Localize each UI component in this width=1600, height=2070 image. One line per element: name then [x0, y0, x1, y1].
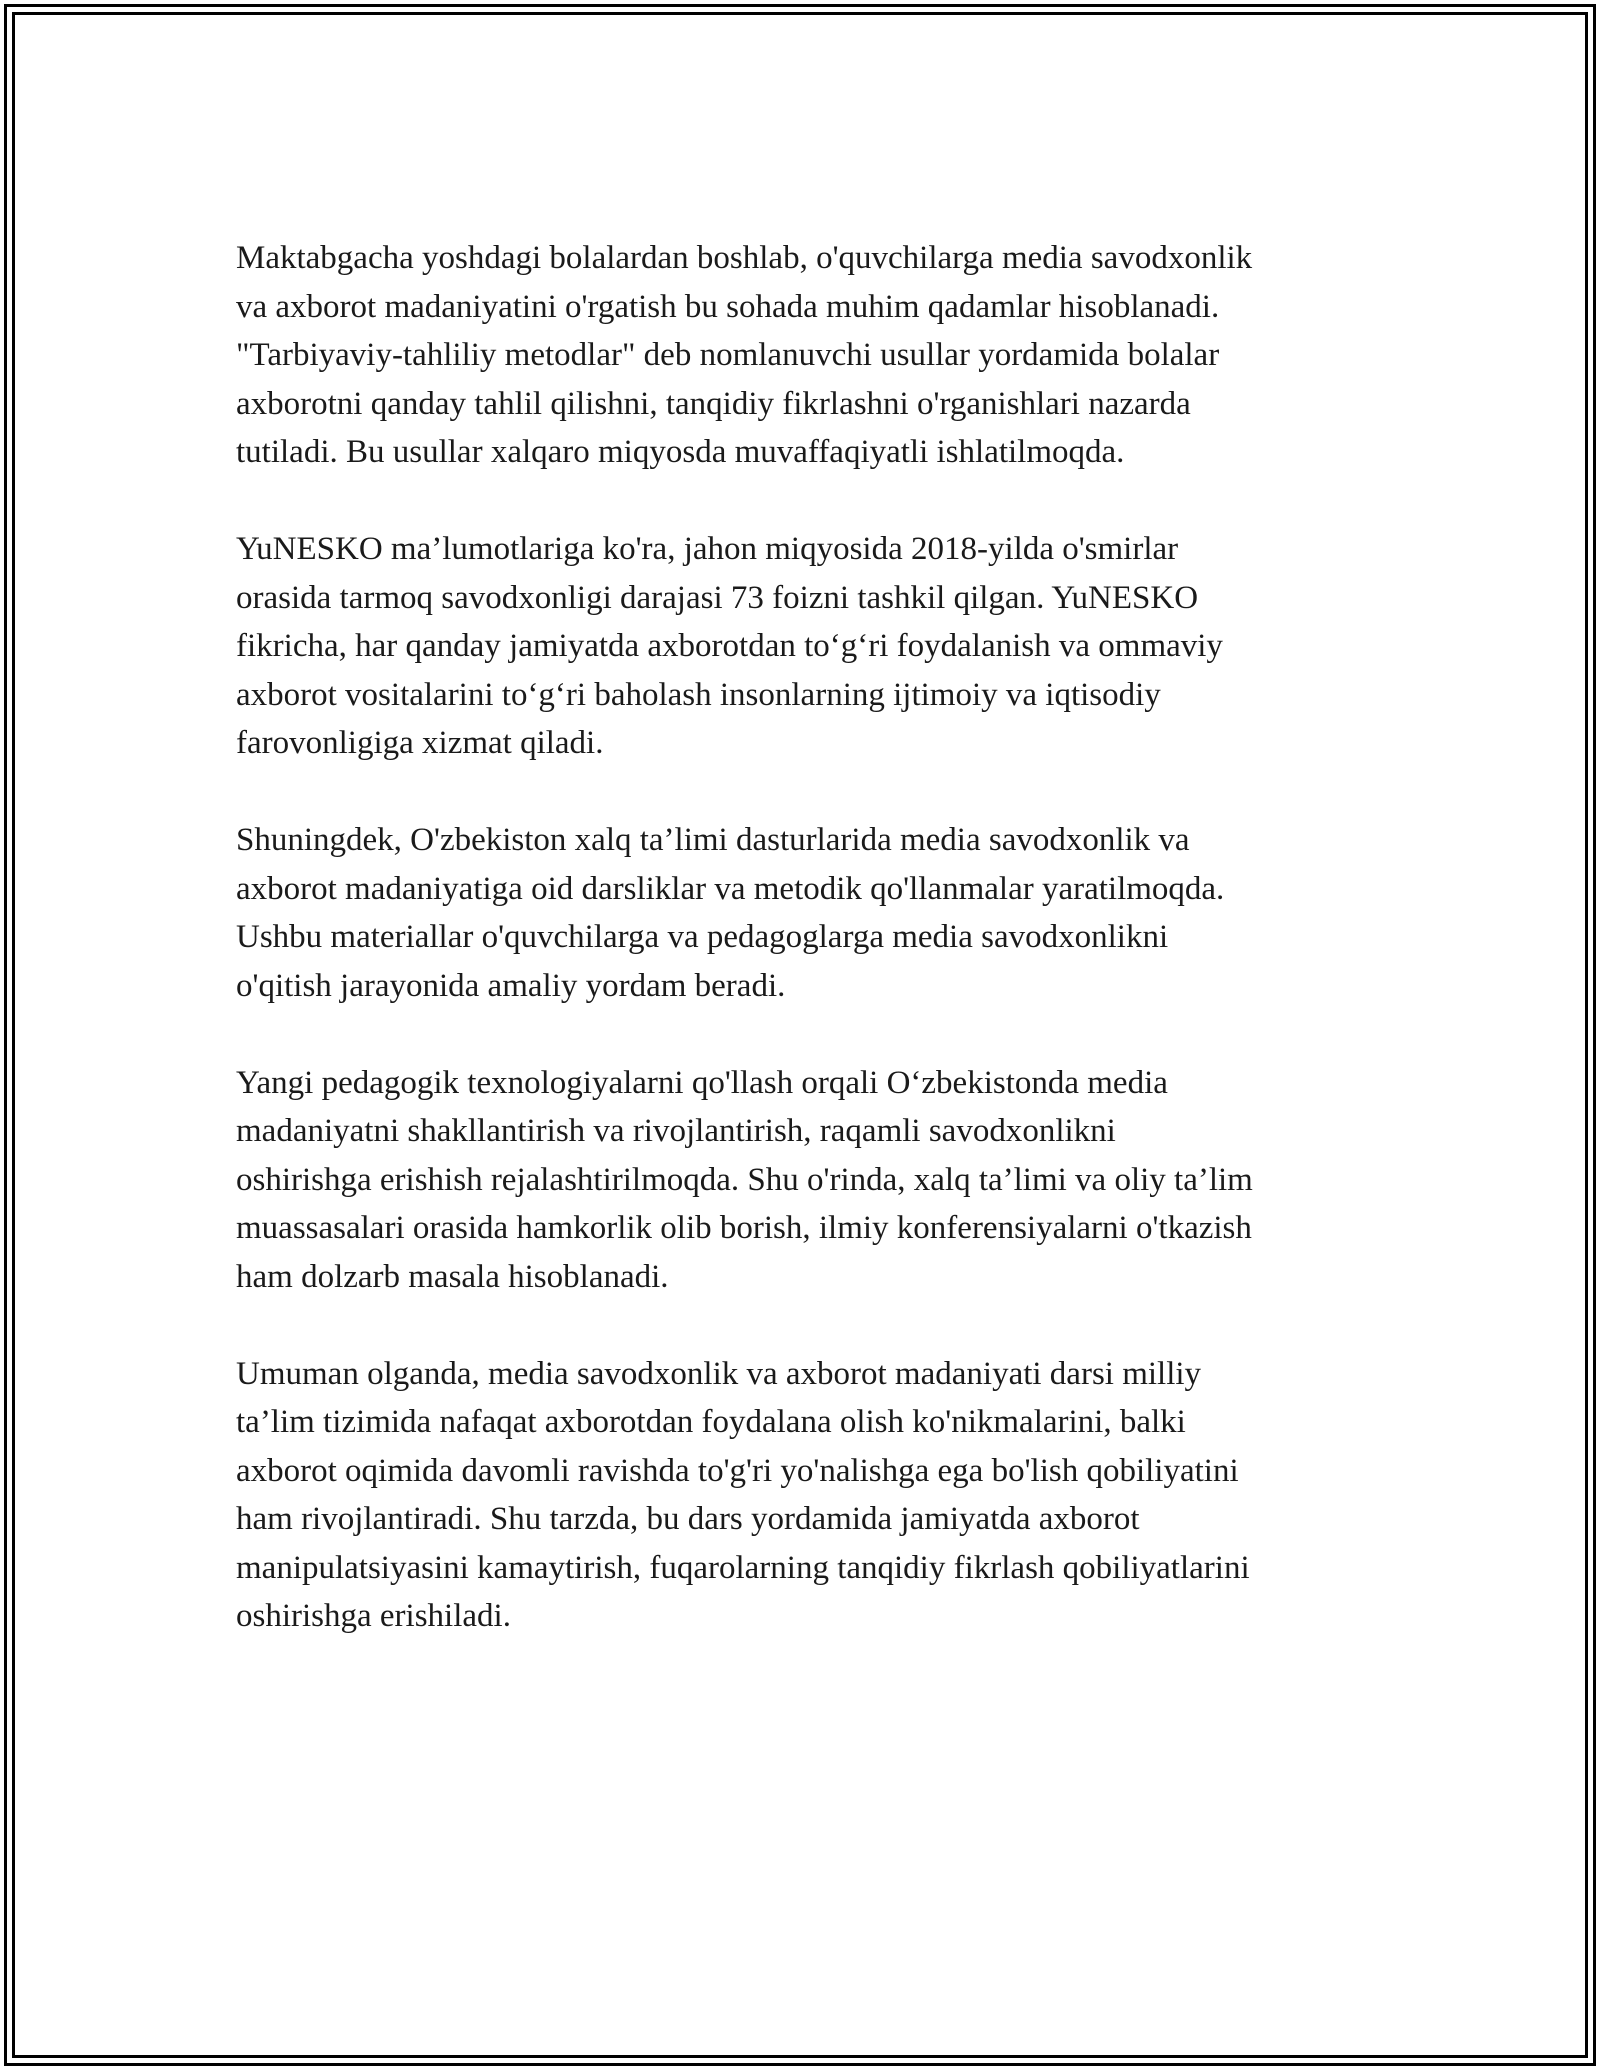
text-line: oshirishga erishish rejalashtirilmoqda. Shu o'rinda, xalq ta’limi va oliy ta’lim	[236, 1161, 1253, 1198]
text-line: o'qitish jarayonida amaliy yordam beradi.	[236, 967, 786, 1004]
document-body	[236, 234, 1376, 1689]
paragraph	[236, 1059, 1376, 1302]
text-line: fikricha, har qanday jamiyatda axborotdan to‘g‘ri foydalanish va ommaviy	[236, 628, 1223, 664]
text-line: oshirishga erishiladi.	[236, 1598, 511, 1634]
text-line: axborot oqimida davomli ravishda to'g'ri yo'nalishga ega bo'lish qobiliyatini	[236, 1452, 1239, 1489]
paragraph	[236, 816, 1376, 1010]
text-line: Umuman olganda, media savodxonlik va axborot madaniyati darsi milliy	[236, 1355, 1202, 1392]
text-line: axborot madaniyatiga oid darsliklar va metodik qo'llanmalar yaratilmoqda.	[236, 870, 1225, 907]
paragraph	[236, 525, 1376, 768]
text-line: "Tarbiyaviy-tahliliy metodlar" deb nomlanuvchi usullar yordamida bolalar	[236, 337, 1220, 373]
text-line: axborotni qanday tahlil qilishni, tanqidiy fikrlashni o'rganishlari nazarda	[236, 385, 1191, 422]
paragraph	[236, 1350, 1376, 1641]
text-line: Ushbu materiallar o'quvchilarga va pedagoglarga media savodxonlikni	[236, 919, 1169, 955]
text-line: ham rivojlantiradi. Shu tarzda, bu dars yordamida jamiyatda axborot	[236, 1501, 1140, 1537]
text-line: YuNESKO ma’lumotlariga ko'ra, jahon miqyosida 2018-yilda o'smirlar	[236, 531, 1179, 567]
paragraph	[236, 234, 1376, 477]
text-line: madaniyatni shakllantirish va rivojlantirish, raqamli savodxonlikni	[236, 1113, 1116, 1149]
text-line: Maktabgacha yoshdagi bolalardan boshlab, o'quvchilarga media savodxonlik	[236, 240, 1253, 276]
text-line: manipulatsiyasini kamaytirish, fuqarolarning tanqidiy fikrlash qobiliyatlarini	[236, 1549, 1250, 1586]
text-line: va axborot madaniyatini o'rgatish bu sohada muhim qadamlar hisoblanadi.	[236, 288, 1220, 325]
text-line: Shuningdek, O'zbekiston xalq ta’limi dasturlarida media savodxonlik va	[236, 822, 1190, 858]
text-line: tutiladi. Bu usullar xalqaro miqyosda muvaffaqiyatli ishlatilmoqda.	[236, 434, 1125, 470]
text-line: ham dolzarb masala hisoblanadi.	[236, 1258, 669, 1295]
text-line: muassasalari orasida hamkorlik olib borish, ilmiy konferensiyalarni o'tkazish	[236, 1210, 1252, 1246]
text-line: ta’lim tizimida nafaqat axborotdan foydalana olish ko'nikmalarini, balki	[236, 1404, 1186, 1440]
text-line: farovonligiga xizmat qiladi.	[236, 725, 604, 761]
text-line: axborot vositalarini to‘g‘ri baholash insonlarning ijtimoiy va iqtisodiy	[236, 676, 1161, 713]
text-line: Yangi pedagogik texnologiyalarni qo'llash orqali O‘zbekistonda media	[236, 1064, 1168, 1101]
text-line: orasida tarmoq savodxonligi darajasi 73 foizni tashkil qilgan. YuNESKO	[236, 579, 1199, 616]
